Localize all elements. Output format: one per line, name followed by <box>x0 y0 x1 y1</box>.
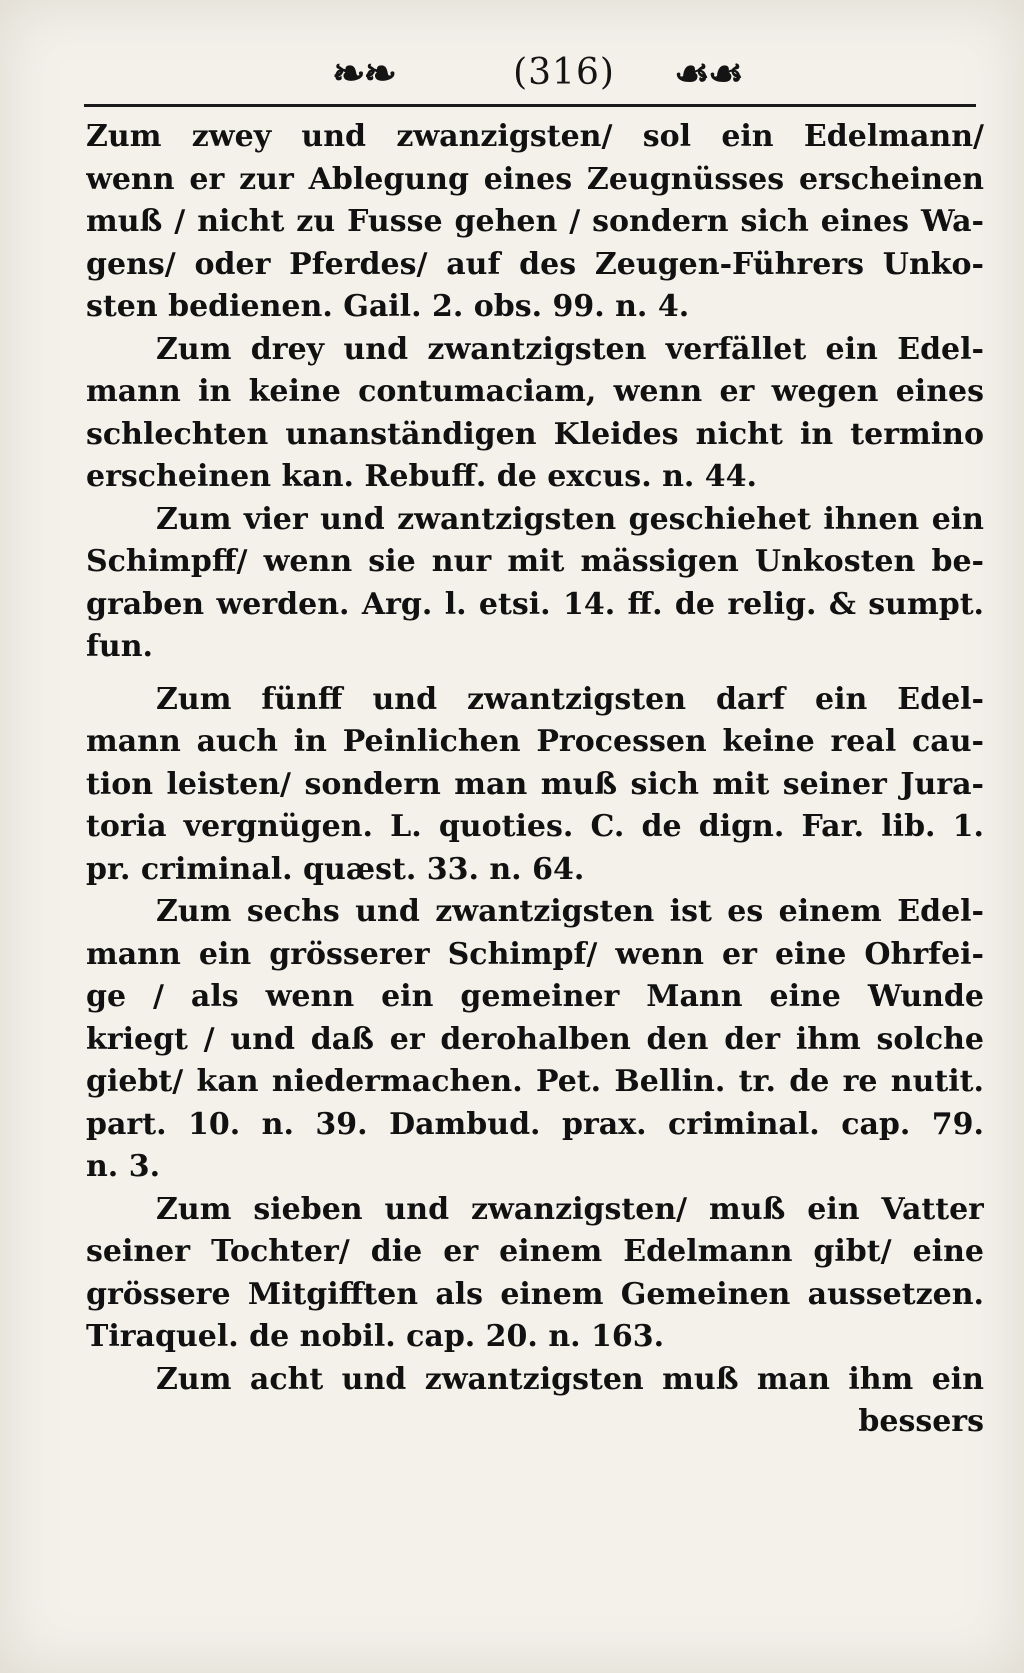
paragraph-25 <box>86 679 984 892</box>
text-line: toria vergnügen. L. quoties. C. de dign. Far. lib. 1. <box>86 809 984 844</box>
text-line: kriegt / und daß er derohalben den der ihm solche <box>86 1021 984 1057</box>
text-line: Zum acht und zwantzigsten muß man ihm ein <box>156 1361 984 1397</box>
text-line: erscheinen kan. Rebuff. de excus. n. 44. <box>86 459 757 494</box>
paragraph-spacer <box>86 669 984 679</box>
page-number: (316) <box>513 52 615 93</box>
catchword: bessers <box>858 1404 984 1439</box>
text-line: mann ein grösserer Schimpf/ wenn er eine Ohrfei- <box>86 936 984 972</box>
paragraph-23 <box>86 329 984 499</box>
text-line: schlechten unanständigen Kleides nicht in termino <box>86 416 984 452</box>
paragraph-26 <box>86 891 984 1189</box>
paragraph-24 <box>86 499 984 669</box>
text-line: wenn er zur Ablegung eines Zeugnüsses erscheinen <box>86 161 984 197</box>
text-line: Schimpff/ wenn sie nur mit mässigen Unkosten be- <box>86 544 984 579</box>
text-line: mann auch in Peinlichen Processen keine real cau- <box>86 724 984 759</box>
text-line: Zum drey und zwantzigsten verfället ein Edel- <box>156 331 984 367</box>
text-line: n. 3. <box>86 1149 161 1184</box>
paragraph-27 <box>86 1189 984 1359</box>
text-line: mann in keine contumaciam, wenn er wegen eines <box>86 374 984 409</box>
page-header <box>88 44 976 104</box>
text-line: Zum vier und zwantzigsten geschiehet ihnen ein <box>156 501 984 537</box>
text-line: Zum sieben und zwanzigsten/ muß ein Vatter <box>156 1191 984 1227</box>
text-line: grössere Mitgifften als einem Gemeinen aussetzen. <box>86 1276 984 1312</box>
text-line: Tiraquel. de nobil. cap. 20. n. 163. <box>86 1319 665 1354</box>
ornament-right-icon: ☙☙ <box>674 50 742 97</box>
text-line: sten bedienen. Gail. 2. obs. 99. n. 4. <box>86 289 690 324</box>
text-line: Zum sechs und zwantzigsten ist es einem Edel- <box>156 894 984 929</box>
text-line: part. 10. n. 39. Dambud. prax. criminal. cap. 79. <box>86 1106 984 1142</box>
text-line: fun. <box>86 629 153 664</box>
body-text <box>86 116 984 1444</box>
paragraph-22 <box>86 116 984 329</box>
text-line: Zum fünff und zwantzigsten darf ein Edel- <box>156 681 984 717</box>
text-line: gens/ oder Pferdes/ auf des Zeugen-Führers Unko- <box>86 246 984 282</box>
text-line: graben werden. Arg. l. etsi. 14. ff. de relig. & sumpt. <box>86 586 984 622</box>
paragraph-28 <box>86 1359 984 1444</box>
header-rule <box>84 104 976 107</box>
text-line: pr. criminal. quæst. 33. n. 64. <box>86 851 585 887</box>
text-line: giebt/ kan niedermachen. Pet. Bellin. tr. de re nutit. <box>86 1064 984 1099</box>
ornament-left-icon: ❧❧ <box>332 50 396 97</box>
text-line: tion leisten/ sondern man muß sich mit seiner Jura- <box>86 766 984 802</box>
text-line: muß / nicht zu Fusse gehen / sondern sich eines Wa- <box>86 204 984 239</box>
text-line: ge / als wenn ein gemeiner Mann eine Wunde <box>86 979 984 1014</box>
text-line: Zum zwey und zwanzigsten/ sol ein Edelmann/ <box>86 119 984 154</box>
text-line: seiner Tochter/ die er einem Edelmann gibt/ eine <box>86 1234 984 1269</box>
